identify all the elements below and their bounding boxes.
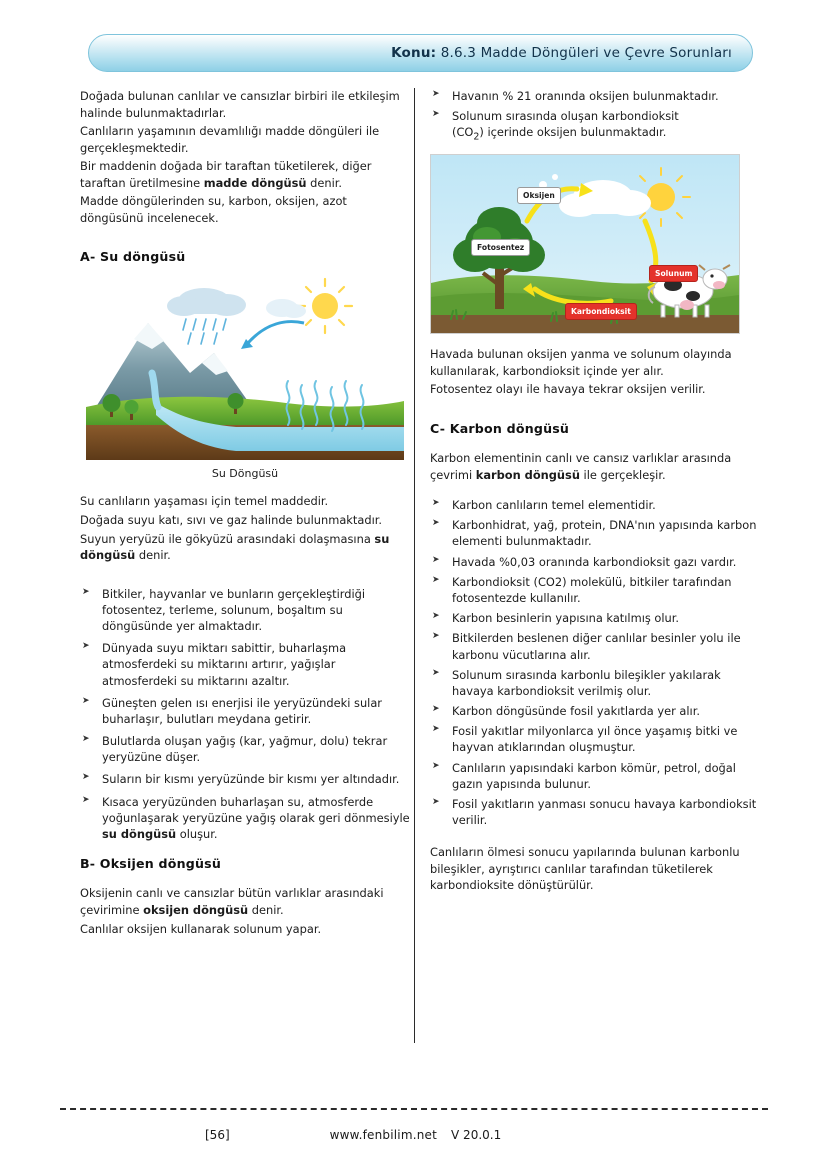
label-oxygen: Oksijen <box>517 187 561 204</box>
topic-title: 8.6.3 Madde Döngüleri ve Çevre Sorunları <box>440 45 732 61</box>
oxygen-bullet2-co2a: (CO <box>452 125 474 140</box>
label-respiration: Solunum <box>649 265 698 282</box>
water-figure-caption: Su Döngüsü <box>211 466 279 480</box>
oxygen-text-1c: denir. <box>248 902 284 917</box>
oxygen-bullet2-line2b: ) içerinde oksijen bulunmaktadır. <box>479 125 667 140</box>
section-a-heading: A- Su döngüsü <box>80 249 186 265</box>
footer-divider <box>60 1108 768 1110</box>
page-title <box>391 45 732 61</box>
list-item: ➤ Karbonhidrat, yağ, protein, DNA'nın yapısında karbon elementi bulunmaktadır. <box>430 517 760 549</box>
site-url: www.fenbilim.net <box>329 1128 438 1142</box>
list-item: ➤ Dünyada suyu miktarı sabittir, buharlaşma atmosferdeki su miktarını artırır, yağışlar atmosferdeki su miktarını azaltır. <box>80 640 410 689</box>
carbon-closing-paragraph: Canlıların ölmesi sonucu yapılarında bulunan karbonlu bileşikler, ayrıştırıcı canlılar tarafından tüketilerek karbondioksite dönüştürülür. <box>430 845 740 893</box>
water-text-3c: denir. <box>135 548 171 563</box>
list-item: ➤ Fosil yakıtlar milyonlarca yıl önce yaşamış bitki ve hayvan atıklarından oluşmuştur. <box>430 723 760 755</box>
intro3-text-c: denir. <box>306 175 343 190</box>
oxygen-top-bullets <box>430 88 760 144</box>
list-item: ➤ Karbon canlıların temel elementidir. <box>430 497 760 513</box>
list-item: ➤ Bulutlarda oluşan yağış (kar, yağmur, dolu) tekrar yeryüzüne düşer. <box>80 733 410 765</box>
oxygen-text-1 <box>80 885 410 918</box>
right-column <box>430 88 760 896</box>
oxygen-text-1-bold: oksijen döngüsü <box>143 902 249 917</box>
oxygen-text-1a: Oksijenin canlı ve cansızlar bütün varlıklar arasındaki çevirimine <box>80 886 384 917</box>
oxygen-bullet2-line1: Solunum sırasında oluşan karbondioksit <box>452 109 679 124</box>
carbon-intro <box>430 450 760 483</box>
list-item: ➤ Suların bir kısmı yeryüzünde bir kısmı yer altındadır. <box>80 771 410 787</box>
list-item: ➤ Bitkilerden beslenen diğer canlılar besinler yolu ile karbonu vücutlarına alır. <box>430 630 760 662</box>
intro-paragraph-1: Doğada bulunan canlılar ve cansızlar birbiri ile etkileşim halinde bulunmaktadırlar. <box>80 89 400 120</box>
list-item-last <box>80 794 410 843</box>
list-item: ➤ Güneşten gelen ısı enerjisi ile yeryüzündeki sular buharlaşır, bulutları meydana getirir. <box>80 695 410 727</box>
list-item: ➤ Solunum sırasında karbonlu bileşikler yakılarak havaya karbondioksit verilmiş olur. <box>430 667 760 699</box>
water-cycle-illustration <box>86 275 404 460</box>
water-text-1: Su canlıların yaşaması için temel maddedir. <box>80 494 329 509</box>
section-c-heading: C- Karbon döngüsü <box>430 420 570 436</box>
water-text-2: Doğada suyu katı, sıvı ve gaz halinde bulunmaktadır. <box>80 512 383 527</box>
water-last-a: Kısaca yeryüzünden buharlaşan su, atmosferde yoğunlaşarak yeryüzüne yağış olarak geri dönmesiyle <box>102 794 410 825</box>
list-item: ➤ Karbon besinlerin yapısına katılmış olur. <box>430 610 760 626</box>
carbon-bullet-list <box>430 497 760 828</box>
topic-header-banner <box>88 34 753 72</box>
intro3-bold: madde döngüsü <box>203 175 307 190</box>
carbon-intro-a: Karbon elementinin canlı ve cansız varlıklar arasında çevrimi <box>430 450 732 482</box>
page-number: [56] <box>205 1128 230 1142</box>
oxygen-bullet2-sub: 2 <box>473 131 480 143</box>
oxygen-after-figure-2: Fotosentez olayı ile havaya tekrar oksijen verilir. <box>430 382 706 397</box>
water-text-3a: Suyun yeryüzü ile gökyüzü arasındaki dolaşmasına <box>80 531 375 546</box>
label-photosynthesis: Fotosentez <box>471 239 530 256</box>
water-last-c: oluşur. <box>176 827 218 841</box>
list-item: ➤ Bitkiler, hayvanlar ve bunların gerçekleştirdiği fotosentez, terleme, solunum, boşaltım su döngüsünde yer almaktadır. <box>80 586 410 635</box>
intro3-text-a: Bir maddenin doğada bir taraftan tüketilerek, diğer taraftan üretilmesine <box>80 159 372 190</box>
intro-paragraph-4: Madde döngülerinden su, karbon, oksijen, azot döngüsünü incelenecek. <box>80 194 347 225</box>
list-item: ➤ Karbon döngüsünde fosil yakıtlarda yer alır. <box>430 703 760 719</box>
list-item <box>430 108 760 144</box>
list-item: ➤ Canlıların yapısındaki karbon kömür, petrol, doğal gazın yapısında bulunur. <box>430 760 760 792</box>
section-b-heading: B- Oksijen döngüsü <box>80 856 221 872</box>
carbon-intro-bold: karbon döngüsü <box>475 467 580 482</box>
intro-paragraph-2: Canlıların yaşamının devamlılığı madde döngüleri ile gerçekleşmektedir. <box>80 124 380 155</box>
water-last-bold: su döngüsü <box>102 827 177 841</box>
list-item: ➤ Havada %0,03 oranında karbondioksit gazı vardır. <box>430 554 760 570</box>
oxygen-text-2: Canlılar oksijen kullanarak solunum yapar. <box>80 921 322 936</box>
intro-paragraph-3 <box>80 158 410 191</box>
left-column <box>80 88 410 939</box>
label-carbondioxide: Karbondioksit <box>565 303 637 320</box>
water-bullet-list <box>80 586 410 843</box>
oxygen-after-figure-1: Havada bulunan oksijen yanma ve solunum olayında kullanılarak, karbondioksit içinde yer alır. <box>430 347 732 378</box>
carbon-intro-c: ile gerçekleşir. <box>579 467 666 482</box>
list-item: ➤ Karbondioksit (CO2) molekülü, bitkiler tarafından fotosentezde kullanılır. <box>430 574 760 606</box>
footer <box>60 1128 768 1142</box>
list-item: ➤ Havanın % 21 oranında oksijen bulunmaktadır. <box>430 88 760 104</box>
water-cycle-figure <box>86 275 404 460</box>
column-divider <box>414 88 415 1043</box>
water-text-3-bold: su döngüsü <box>80 531 390 563</box>
topic-label: Konu: <box>391 45 437 61</box>
water-text-3 <box>80 531 410 564</box>
oxygen-cycle-figure <box>430 154 740 334</box>
version-label: V 20.0.1 <box>451 1128 502 1142</box>
list-item: ➤ Fosil yakıtların yanması sonucu havaya karbondioksit verilir. <box>430 796 760 828</box>
